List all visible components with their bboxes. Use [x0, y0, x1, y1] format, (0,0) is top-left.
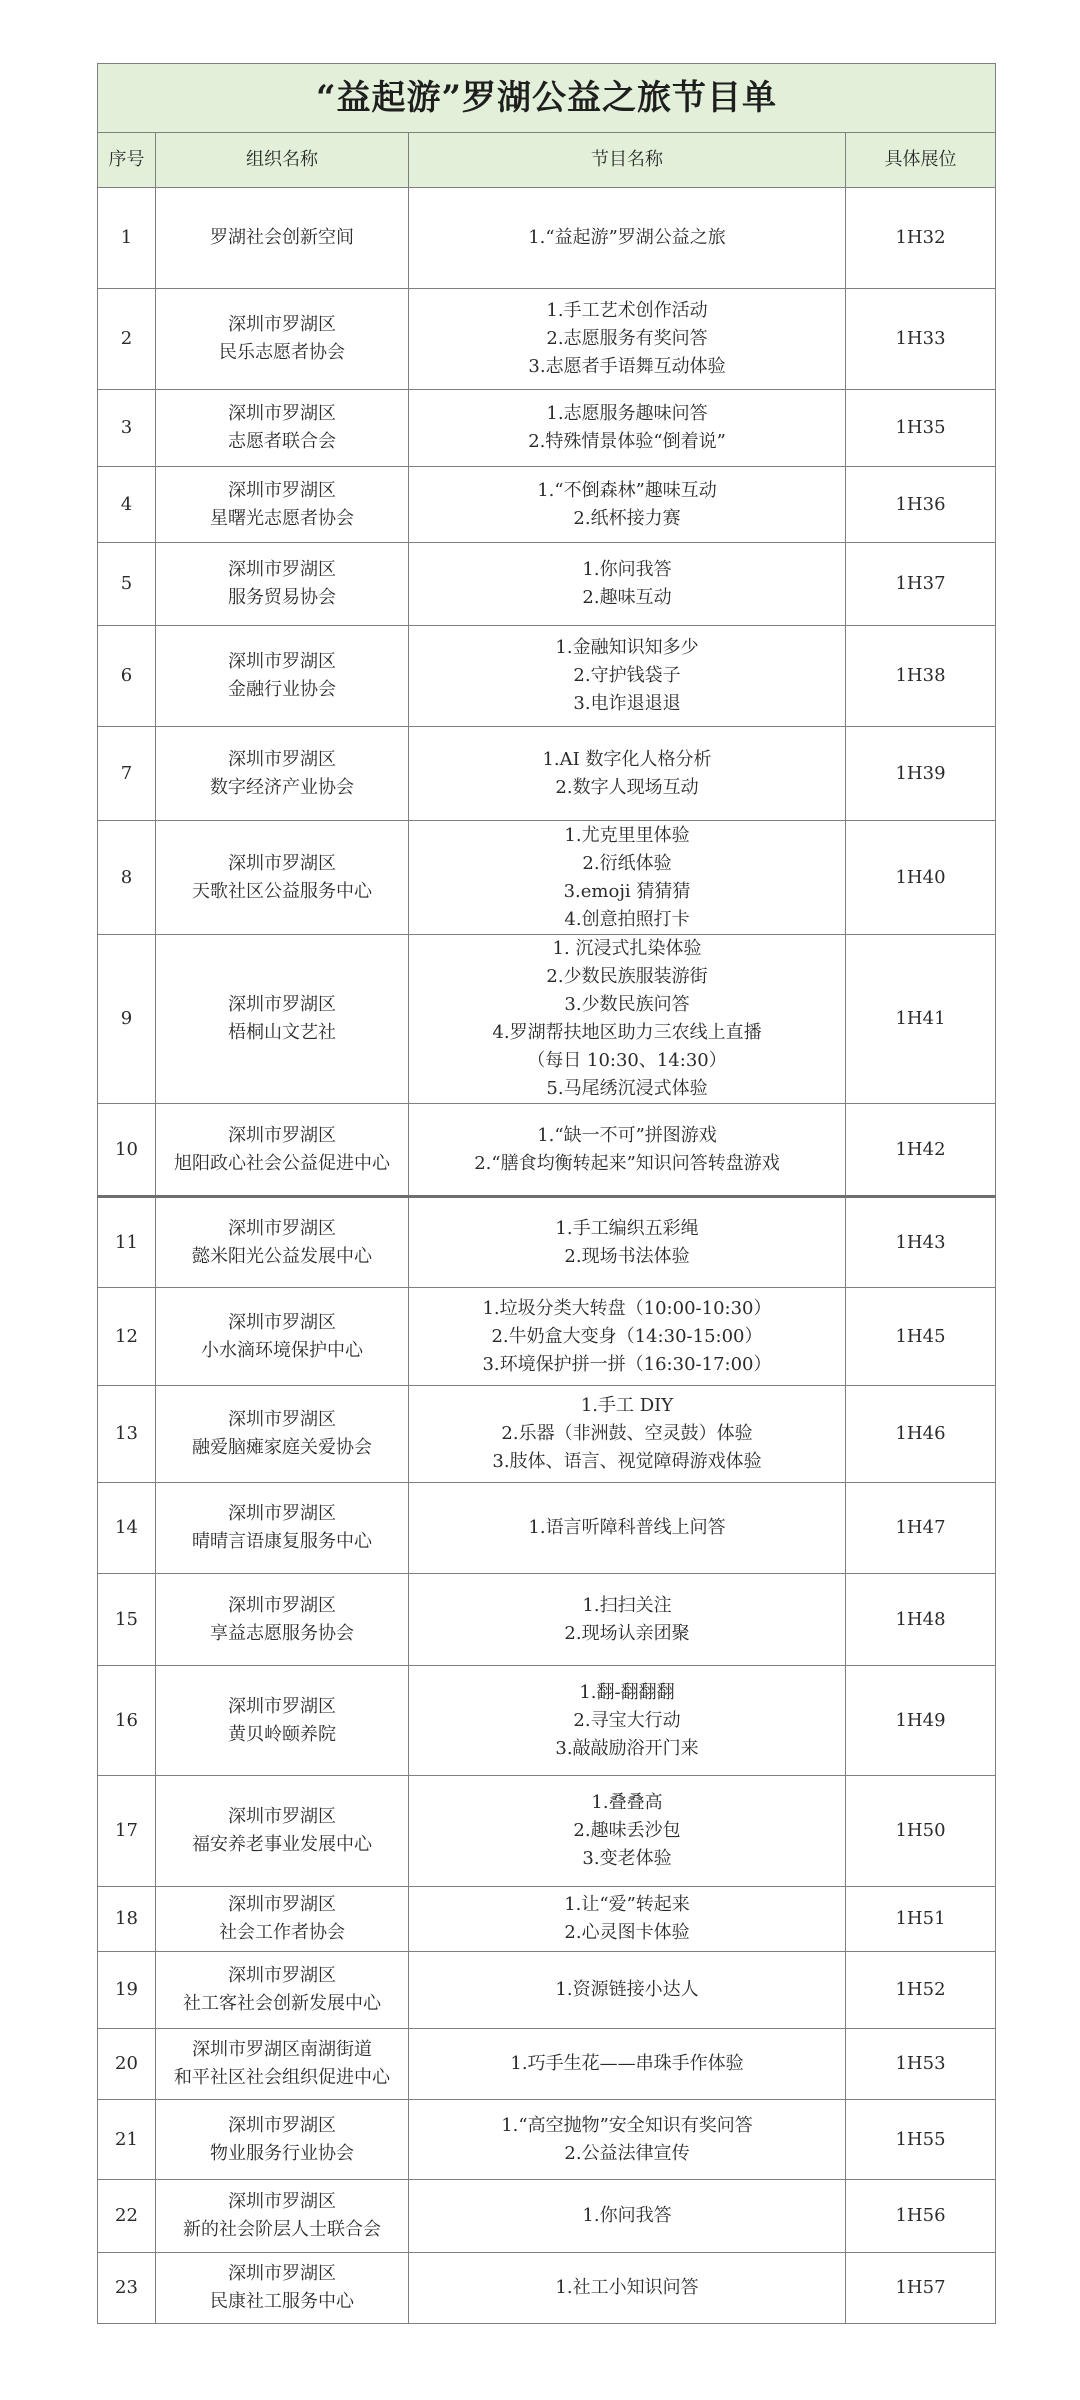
- program-item: 1.叠叠高: [591, 1792, 663, 1813]
- organization-name: [156, 2100, 409, 2180]
- organization-line: 志愿者联合会: [228, 431, 336, 452]
- organization-name: [156, 935, 409, 1104]
- organization-line: 懿米阳光公益发展中心: [192, 1245, 372, 1267]
- program-item: 2.守护钱袋子: [573, 665, 681, 686]
- program-item: 2.数字人现场互动: [555, 776, 699, 798]
- program-item: 1.志愿服务趣味问答: [546, 403, 708, 424]
- booth-code: 1H40: [846, 821, 996, 935]
- program-item: 1.“不倒森林”趣味互动: [537, 479, 717, 501]
- organization-name: [156, 1104, 409, 1197]
- program-list: [409, 2029, 846, 2100]
- booth-code: 1H55: [846, 2100, 996, 2180]
- program-list: [409, 626, 846, 727]
- program-list: [409, 1386, 846, 1483]
- organization-line: 深圳市罗湖区: [228, 1594, 336, 1616]
- organization-name: [156, 467, 409, 543]
- booth-code: 1H37: [846, 543, 996, 626]
- organization-name: [156, 1666, 409, 1776]
- program-list: [409, 543, 846, 626]
- organization-line: 深圳市罗湖区: [228, 403, 336, 424]
- program-item: 2.“膳食均衡转起来”知识问答转盘游戏: [474, 1152, 780, 1174]
- program-table: [97, 63, 996, 2324]
- table-row: [98, 2029, 996, 2100]
- program-item: 2.特殊情景体验“倒着说”: [528, 431, 726, 452]
- booth-code: 1H50: [846, 1776, 996, 1887]
- organization-name: [156, 1776, 409, 1887]
- program-item: 3.emoji 猜猜猜: [563, 880, 691, 902]
- program-item: 1.尤克里里体验: [564, 824, 690, 846]
- row-number: 18: [98, 1887, 156, 1952]
- row-number: 9: [98, 935, 156, 1104]
- table-row: [98, 1952, 996, 2029]
- booth-code: 1H39: [846, 727, 996, 821]
- booth-code: 1H56: [846, 2180, 996, 2253]
- header-organization: 组织名称: [156, 133, 409, 188]
- program-item: 2.牛奶盒大变身（14:30-15:00）: [491, 1325, 763, 1347]
- table-row: [98, 1197, 996, 1288]
- booth-code: 1H32: [846, 188, 996, 289]
- table-row: [98, 821, 996, 935]
- row-number: 10: [98, 1104, 156, 1197]
- table-row: [98, 1776, 996, 1887]
- program-item: 1.扫扫关注: [582, 1594, 672, 1616]
- program-item: 1.语言听障科普线上问答: [528, 1517, 726, 1538]
- program-list: [409, 1887, 846, 1952]
- organization-line: 旭阳政心社会公益促进中心: [174, 1152, 390, 1174]
- program-item: 1.资源链接小达人: [555, 1979, 699, 2000]
- organization-line: 深圳市罗湖区: [228, 1965, 336, 1986]
- row-number: 11: [98, 1197, 156, 1288]
- program-list: [409, 390, 846, 467]
- organization-line: 深圳市罗湖区: [228, 314, 336, 335]
- row-number: 16: [98, 1666, 156, 1776]
- program-list: [409, 1776, 846, 1887]
- program-item: 2.志愿服务有奖问答: [546, 328, 708, 349]
- row-number: 4: [98, 467, 156, 543]
- table-row: [98, 1666, 996, 1776]
- organization-line: 社会工作者协会: [219, 1922, 345, 1943]
- program-item: 1.“缺一不可”拼图游戏: [537, 1124, 717, 1146]
- program-item: 1. 沉浸式扎染体验: [552, 938, 702, 959]
- organization-line: 数字经济产业协会: [210, 776, 354, 798]
- program-item: 3.电诈退退退: [573, 693, 681, 714]
- organization-name: [156, 821, 409, 935]
- program-list: [409, 2253, 846, 2324]
- organization-line: 深圳市罗湖区: [228, 994, 336, 1015]
- organization-line: 和平社区社会组织促进中心: [174, 2067, 390, 2088]
- booth-code: 1H36: [846, 467, 996, 543]
- organization-name: [156, 390, 409, 467]
- program-item: 1.社工小知识问答: [555, 2277, 699, 2298]
- row-number: 8: [98, 821, 156, 935]
- organization-name: [156, 1574, 409, 1666]
- table-row: [98, 1386, 996, 1483]
- organization-line: 金融行业协会: [228, 679, 336, 700]
- row-number: 13: [98, 1386, 156, 1483]
- table-title: “益起游”罗湖公益之旅节目单: [98, 64, 996, 133]
- organization-line: 社工客社会创新发展中心: [183, 1993, 381, 2014]
- program-item: 5.马尾绣沉浸式体验: [546, 1078, 708, 1099]
- row-number: 7: [98, 727, 156, 821]
- row-number: 1: [98, 188, 156, 289]
- organization-name: [156, 1952, 409, 2029]
- program-item: 2.公益法律宣传: [564, 2142, 690, 2164]
- organization-line: 晴晴言语康复服务中心: [192, 1531, 372, 1552]
- program-item: 1.让“爱”转起来: [564, 1894, 690, 1915]
- organization-name: [156, 2253, 409, 2324]
- organization-name: [156, 1887, 409, 1952]
- program-item: 2.乐器（非洲鼓、空灵鼓）体验: [501, 1423, 753, 1444]
- booth-code: 1H53: [846, 2029, 996, 2100]
- header-booth: 具体展位: [846, 133, 996, 188]
- program-item: 3.肢体、语言、视觉障碍游戏体验: [492, 1451, 762, 1472]
- row-number: 5: [98, 543, 156, 626]
- row-number: 15: [98, 1574, 156, 1666]
- program-list: [409, 1104, 846, 1197]
- booth-code: 1H49: [846, 1666, 996, 1776]
- program-list: [409, 1666, 846, 1776]
- program-item: （每日 10:30、14:30）: [527, 1050, 727, 1071]
- table-row: [98, 2100, 996, 2180]
- program-item: 2.衍纸体验: [582, 852, 672, 874]
- program-item: 1.垃圾分类大转盘（10:00-10:30）: [482, 1297, 772, 1319]
- program-list: [409, 1197, 846, 1288]
- table-row: [98, 1104, 996, 1197]
- organization-name: [156, 1386, 409, 1483]
- row-number: 14: [98, 1483, 156, 1574]
- organization-line: 新的社会阶层人士联合会: [183, 2219, 381, 2240]
- organization-line: 深圳市罗湖区: [228, 1217, 336, 1239]
- table-row: [98, 626, 996, 727]
- booth-code: 1H51: [846, 1887, 996, 1952]
- program-list: [409, 2100, 846, 2180]
- organization-line: 深圳市罗湖区: [228, 1311, 336, 1333]
- program-list: [409, 1952, 846, 2029]
- program-list: [409, 1574, 846, 1666]
- header-row: [98, 133, 996, 188]
- table-row: [98, 543, 996, 626]
- organization-line: 融爱脑瘫家庭关爱协会: [192, 1437, 372, 1458]
- organization-line: 梧桐山文艺社: [228, 1022, 336, 1043]
- booth-code: 1H41: [846, 935, 996, 1104]
- organization-line: 民乐志愿者协会: [219, 342, 345, 363]
- organization-line: 深圳市罗湖区: [228, 1409, 336, 1430]
- header-program: 节目名称: [409, 133, 846, 188]
- program-list: [409, 1483, 846, 1574]
- organization-name: [156, 2029, 409, 2100]
- organization-name: [156, 1288, 409, 1386]
- program-schedule-sheet: [97, 63, 995, 2324]
- program-item: 4.创意拍照打卡: [564, 908, 690, 930]
- program-list: [409, 1288, 846, 1386]
- table-row: [98, 1887, 996, 1952]
- organization-name: [156, 289, 409, 390]
- organization-line: 深圳市罗湖区: [228, 2191, 336, 2212]
- program-item: 1.“益起游”罗湖公益之旅: [528, 227, 726, 248]
- organization-name: [156, 1483, 409, 1574]
- program-item: 1.手工 DIY: [580, 1395, 674, 1416]
- row-number: 6: [98, 626, 156, 727]
- organization-line: 深圳市罗湖区: [228, 1503, 336, 1524]
- row-number: 17: [98, 1776, 156, 1887]
- booth-code: 1H48: [846, 1574, 996, 1666]
- table-row: [98, 935, 996, 1104]
- program-item: 3.敲敲励浴开门来: [555, 1737, 699, 1759]
- program-item: 1.巧手生花——串珠手作体验: [510, 2053, 744, 2074]
- table-row: [98, 467, 996, 543]
- program-item: 2.现场书法体验: [564, 1245, 690, 1267]
- organization-line: 星曙光志愿者协会: [210, 507, 354, 529]
- organization-line: 深圳市罗湖区南湖街道: [192, 2039, 372, 2060]
- organization-line: 深圳市罗湖区: [228, 748, 336, 770]
- program-item: 1.AI 数字化人格分析: [542, 748, 712, 770]
- row-number: 2: [98, 289, 156, 390]
- organization-line: 福安养老事业发展中心: [192, 1834, 372, 1855]
- program-item: 1.手工编织五彩绳: [555, 1217, 699, 1239]
- table-row: [98, 727, 996, 821]
- organization-line: 小水滴环境保护中心: [201, 1339, 363, 1361]
- organization-line: 享益志愿服务协会: [210, 1622, 354, 1644]
- program-item: 2.寻宝大行动: [573, 1709, 681, 1731]
- organization-line: 民康社工服务中心: [210, 2291, 354, 2312]
- table-row: [98, 1574, 996, 1666]
- program-item: 1.手工艺术创作活动: [546, 300, 708, 321]
- row-number: 19: [98, 1952, 156, 2029]
- program-item: 2.少数民族服装游街: [546, 966, 708, 987]
- header-number: 序号: [98, 133, 156, 188]
- organization-line: 深圳市罗湖区: [228, 852, 336, 874]
- booth-code: 1H57: [846, 2253, 996, 2324]
- organization-line: 深圳市罗湖区: [228, 1695, 336, 1717]
- program-item: 2.纸杯接力赛: [573, 507, 681, 529]
- table-row: [98, 289, 996, 390]
- organization-line: 深圳市罗湖区: [228, 1894, 336, 1915]
- booth-code: 1H35: [846, 390, 996, 467]
- booth-code: 1H45: [846, 1288, 996, 1386]
- organization-name: [156, 188, 409, 289]
- row-number: 12: [98, 1288, 156, 1386]
- program-list: [409, 2180, 846, 2253]
- organization-name: [156, 543, 409, 626]
- booth-code: 1H46: [846, 1386, 996, 1483]
- organization-line: 深圳市罗湖区: [228, 2114, 336, 2136]
- organization-line: 深圳市罗湖区: [228, 651, 336, 672]
- organization-name: [156, 2180, 409, 2253]
- organization-line: 天歌社区公益服务中心: [192, 880, 372, 902]
- booth-code: 1H33: [846, 289, 996, 390]
- table-row: [98, 1288, 996, 1386]
- booth-code: 1H47: [846, 1483, 996, 1574]
- table-row: [98, 2253, 996, 2324]
- row-number: 23: [98, 2253, 156, 2324]
- program-item: 3.少数民族问答: [564, 994, 690, 1015]
- organization-line: 物业服务行业协会: [210, 2142, 354, 2164]
- organization-line: 深圳市罗湖区: [228, 479, 336, 501]
- booth-code: 1H52: [846, 1952, 996, 2029]
- program-item: 1.“高空抛物”安全知识有奖问答: [501, 2114, 753, 2136]
- organization-line: 深圳市罗湖区: [228, 559, 336, 580]
- program-item: 3.环境保护拼一拼（16:30-17:00）: [482, 1353, 772, 1375]
- program-item: 3.变老体验: [582, 1848, 672, 1869]
- program-list: [409, 467, 846, 543]
- organization-line: 服务贸易协会: [228, 587, 336, 608]
- table-row: [98, 390, 996, 467]
- organization-line: 深圳市罗湖区: [228, 2263, 336, 2284]
- program-item: 2.心灵图卡体验: [564, 1922, 690, 1943]
- row-number: 3: [98, 390, 156, 467]
- program-list: [409, 727, 846, 821]
- booth-code: 1H42: [846, 1104, 996, 1197]
- organization-name: [156, 626, 409, 727]
- organization-name: [156, 1197, 409, 1288]
- program-list: [409, 289, 846, 390]
- program-item: 4.罗湖帮扶地区助力三农线上直播: [492, 1022, 762, 1043]
- table-row: [98, 188, 996, 289]
- organization-name: [156, 727, 409, 821]
- table-body: [98, 188, 996, 2324]
- row-number: 21: [98, 2100, 156, 2180]
- organization-line: 深圳市罗湖区: [228, 1124, 336, 1146]
- program-list: [409, 188, 846, 289]
- row-number: 22: [98, 2180, 156, 2253]
- program-list: [409, 821, 846, 935]
- booth-code: 1H38: [846, 626, 996, 727]
- program-item: 2.现场认亲团聚: [564, 1622, 690, 1644]
- organization-line: 罗湖社会创新空间: [210, 227, 354, 248]
- program-item: 3.志愿者手语舞互动体验: [528, 356, 726, 377]
- row-number: 20: [98, 2029, 156, 2100]
- program-item: 1.你问我答: [582, 559, 672, 580]
- program-item: 1.翻-翻翻翻: [579, 1681, 675, 1703]
- table-row: [98, 1483, 996, 1574]
- table-row: [98, 2180, 996, 2253]
- program-list: [409, 935, 846, 1104]
- program-item: 1.你问我答: [582, 2205, 672, 2226]
- booth-code: 1H43: [846, 1197, 996, 1288]
- organization-line: 深圳市罗湖区: [228, 1806, 336, 1827]
- program-item: 1.金融知识知多少: [555, 637, 699, 658]
- program-item: 2.趣味互动: [582, 587, 672, 608]
- organization-line: 黄贝岭颐养院: [228, 1723, 336, 1745]
- program-item: 2.趣味丢沙包: [573, 1820, 681, 1841]
